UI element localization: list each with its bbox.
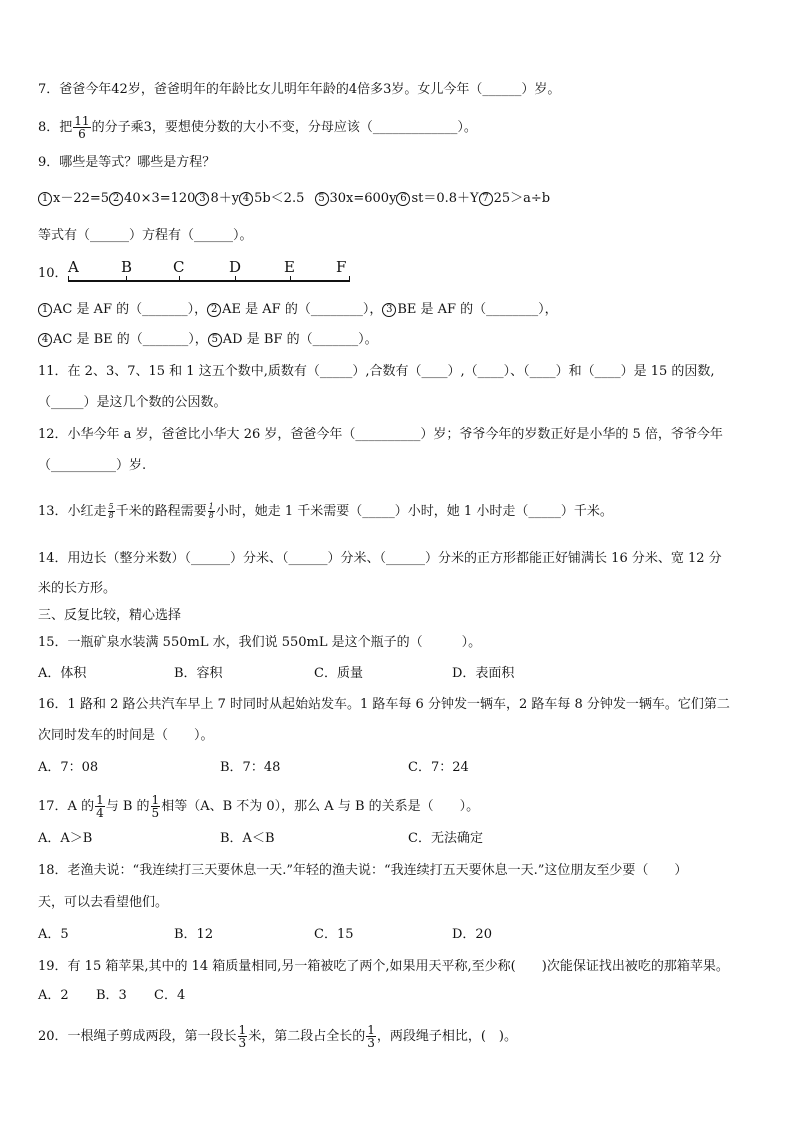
question-11-text-2: （_____）是这几个数的公因数。 [38, 395, 227, 410]
question-11-line-1 [38, 363, 715, 381]
question-16-line-2 [38, 727, 214, 745]
fraction-denominator: 6 [78, 127, 86, 141]
question-9-title [38, 154, 215, 172]
fraction-11-6 [73, 115, 90, 140]
question-10-number [38, 265, 68, 283]
question-14-line-2 [38, 580, 116, 598]
q9-item-text: 25＞a÷b [493, 191, 551, 206]
question-16-options [38, 759, 469, 777]
question-10-row-2 [38, 331, 378, 349]
question-14-line-1 [38, 550, 722, 568]
question-18-text-1: 18．老渔夫说：“我连续打三天要休息一天.”年轻的渔夫说：“我连续打五天要休息一天.”这位朋友至少要（ ） [38, 863, 688, 878]
q10-item-text: AC 是 BE 的（_______）， [53, 332, 208, 347]
question-12-text-2: （__________）岁. [38, 458, 147, 473]
circled-number-7: 7 [479, 192, 493, 206]
q10-item-5 [208, 332, 378, 347]
fraction-denominator: 4 [96, 806, 104, 820]
point-label-d: D [229, 258, 242, 276]
point-label-e: E [284, 258, 295, 276]
question-12-line-1 [38, 426, 723, 444]
circled-number-5: 5 [208, 333, 222, 347]
tick-d [235, 276, 236, 282]
question-20-part-2: 米，第二段占全长的 [248, 1029, 366, 1044]
option-a[interactable]: A．7：08 [38, 760, 99, 775]
question-10-label: 10． [38, 266, 68, 281]
tick-a [68, 276, 69, 282]
question-19-text: 19．有 15 箱苹果,其中的 14 箱质量相同,另一箱被吃了两个,如果用天平称,至少称( )次能保证找出被吃的那箱苹果。 [38, 959, 729, 974]
q9-item-3 [195, 191, 239, 206]
line-segment-diagram [68, 280, 350, 282]
question-16-text-1: 16．1 路和 2 路公共汽车早上 7 时同时从起始站发车。1 路车每 6 分钟发一辆车，2 路车每 8 分钟发一辆车。它们第二 [38, 697, 730, 712]
circled-number-3: 3 [382, 303, 396, 317]
question-9-items [38, 190, 550, 208]
question-10-row-1 [38, 301, 558, 319]
question-18-options [38, 926, 492, 944]
q10-item-2 [207, 302, 382, 317]
question-19 [38, 958, 729, 976]
question-9-text: 9．哪些是等式？哪些是方程？ [38, 155, 216, 170]
question-16-line-1 [38, 696, 730, 714]
fraction-numerator: 1 [151, 793, 160, 807]
circled-number-3: 3 [195, 192, 209, 206]
fraction-numerator: 11 [74, 114, 90, 128]
tick-e [290, 276, 291, 282]
circled-number-2: 2 [109, 192, 123, 206]
circled-number-1: 1 [38, 303, 52, 317]
option-a[interactable]: A．2 [38, 988, 69, 1003]
fraction-numerator: 5 [108, 502, 114, 511]
fraction-1-3 [366, 1024, 376, 1049]
fraction-numerator: 1 [96, 793, 104, 807]
tick-b [126, 276, 127, 282]
q9-item-1 [38, 191, 109, 206]
q9-item-2 [109, 191, 195, 206]
question-20-part-1: 20．一根绳子剪成两段，第一段长 [38, 1029, 237, 1044]
option-d[interactable]: D．20 [452, 927, 492, 942]
question-9-answer [38, 227, 253, 245]
question-17-part-3: 相等（A、B 不为 0），那么 A 与 B 的关系是（ ）。 [161, 799, 480, 814]
q10-item-text: AD 是 BF 的（_______）。 [222, 332, 378, 347]
fraction-numerator: 1 [208, 502, 214, 511]
circled-number-4: 4 [239, 192, 253, 206]
fraction-denominator: 8 [108, 511, 114, 520]
option-d[interactable]: D．表面积 [452, 666, 515, 681]
question-7-text: 7．爸爸今年42岁，爸爸明年的年龄比女儿明年年龄的4倍多3岁。女儿今年（______）岁。 [38, 82, 561, 97]
q10-item-1 [38, 302, 207, 317]
question-13-part-1: 13．小红走 [38, 504, 107, 519]
fraction-1-3 [238, 1024, 248, 1049]
q9-item-6 [396, 191, 478, 206]
point-label-b: B [121, 258, 133, 276]
circled-number-1: 1 [38, 192, 52, 206]
section-3-title: 三、反复比较，精心选择 [38, 608, 182, 623]
q9-item-5 [315, 191, 397, 206]
option-c[interactable]: C．4 [154, 988, 186, 1003]
option-b[interactable]: B．3 [96, 988, 127, 1003]
question-12-text-1: 12．小华今年 a 岁，爸爸比小华大 26 岁，爸爸今年（__________）岁；爷爷今年的岁数正好是小华的 5 倍，爷爷今年 [38, 427, 723, 442]
q10-item-3 [382, 302, 557, 317]
option-a[interactable]: A．A＞B [38, 831, 93, 846]
circled-number-6: 6 [396, 192, 410, 206]
q9-item-text: st＝0.8＋Y [411, 191, 479, 206]
question-8 [38, 115, 477, 140]
fraction-1-5 [151, 794, 161, 819]
question-14-text-2: 米的长方形。 [38, 581, 117, 596]
option-c[interactable]: C．15 [314, 927, 354, 942]
question-8-suffix: 的分子乘3，要想使分数的大小不变，分母应该（_____________）。 [91, 120, 477, 135]
question-17 [38, 794, 479, 819]
question-16-text-2: 次同时发车的时间是（ ）。 [38, 728, 214, 743]
question-18-line-2 [38, 894, 168, 912]
point-label-f: F [336, 258, 347, 276]
q10-item-text: BE 是 AF 的（________）， [397, 302, 558, 317]
fraction-5-8 [108, 503, 115, 520]
circled-number-5: 5 [315, 192, 329, 206]
fraction-denominator: 8 [208, 511, 214, 520]
question-11-line-2 [38, 394, 227, 412]
question-15-options [38, 665, 514, 683]
q9-item-text: 40×3=120 [124, 191, 196, 206]
option-b[interactable]: B．12 [174, 927, 214, 942]
tick-f [349, 276, 350, 282]
q9-item-text: x－22=5 [53, 191, 110, 206]
question-17-options [38, 830, 483, 848]
question-13 [38, 503, 613, 521]
q10-item-4 [38, 332, 208, 347]
question-20 [38, 1024, 517, 1049]
section-heading [38, 607, 181, 625]
question-15-text: 15．一瓶矿泉水装满 550mL 水，我们说 550mL 是这个瓶子的（ ）。 [38, 635, 482, 650]
point-label-a: A [68, 258, 79, 276]
fraction-1-4 [95, 794, 105, 819]
tick-c [179, 276, 180, 282]
question-9-answer-text: 等式有（______）方程有（______）。 [38, 228, 253, 243]
question-13-part-3: 小时，她走 1 千米需要（_____）小时，她 1 小时走（_____）千米。 [215, 504, 613, 519]
circled-number-2: 2 [207, 303, 221, 317]
q9-item-text: 8＋y [210, 191, 240, 206]
fraction-1-8 [208, 503, 215, 520]
q9-item-text: 5b＜2.5 [254, 191, 309, 206]
question-14-text-1: 14．用边长（整分米数）（______）分米、（______）分米、（______）分米的正方形都能正好铺满长 16 分米、宽 12 分 [38, 551, 722, 566]
circled-number-4: 4 [38, 333, 52, 347]
option-c[interactable]: C．7：24 [408, 760, 469, 775]
fraction-denominator: 3 [238, 1036, 247, 1050]
option-a[interactable]: A．体积 [38, 666, 87, 681]
option-a[interactable]: A．5 [38, 927, 69, 942]
q9-item-4 [239, 191, 308, 206]
option-c[interactable]: C．质量 [314, 666, 363, 681]
option-c[interactable]: C．无法确定 [408, 831, 483, 846]
option-b[interactable]: B．A＜B [220, 831, 275, 846]
point-label-c: C [173, 258, 185, 276]
question-18-text-2: 天，可以去看望他们。 [38, 895, 169, 910]
question-13-part-2: 千米的路程需要 [115, 504, 207, 519]
option-b[interactable]: B．容积 [174, 666, 223, 681]
question-12-line-2 [38, 457, 146, 475]
q10-item-text: AE 是 AF 的（________）， [222, 302, 383, 317]
question-17-part-2: 与 B 的 [105, 799, 150, 814]
q9-item-text: 30x=600y [329, 191, 397, 206]
question-17-part-1: 17．A 的 [38, 799, 95, 814]
fraction-denominator: 5 [151, 806, 160, 820]
q10-item-text: AC 是 AF 的（_______）， [53, 302, 208, 317]
question-18-line-1 [38, 862, 687, 880]
fraction-numerator: 1 [238, 1023, 247, 1037]
question-11-text-1: 11．在 2、3、7、15 和 1 这五个数中,质数有（_____）,合数有（____）,（____）、（____）和（____）是 15 的因数, [38, 364, 715, 379]
question-8-prefix: 8．把 [38, 120, 73, 135]
question-20-part-3: ，两段绳子相比，( )。 [376, 1029, 517, 1044]
fraction-numerator: 1 [367, 1023, 375, 1037]
option-b[interactable]: B．7：48 [220, 760, 281, 775]
question-7 [38, 81, 560, 99]
fraction-denominator: 3 [367, 1036, 375, 1050]
question-19-options [38, 987, 185, 1005]
question-15 [38, 634, 481, 652]
q9-item-7 [479, 191, 551, 206]
